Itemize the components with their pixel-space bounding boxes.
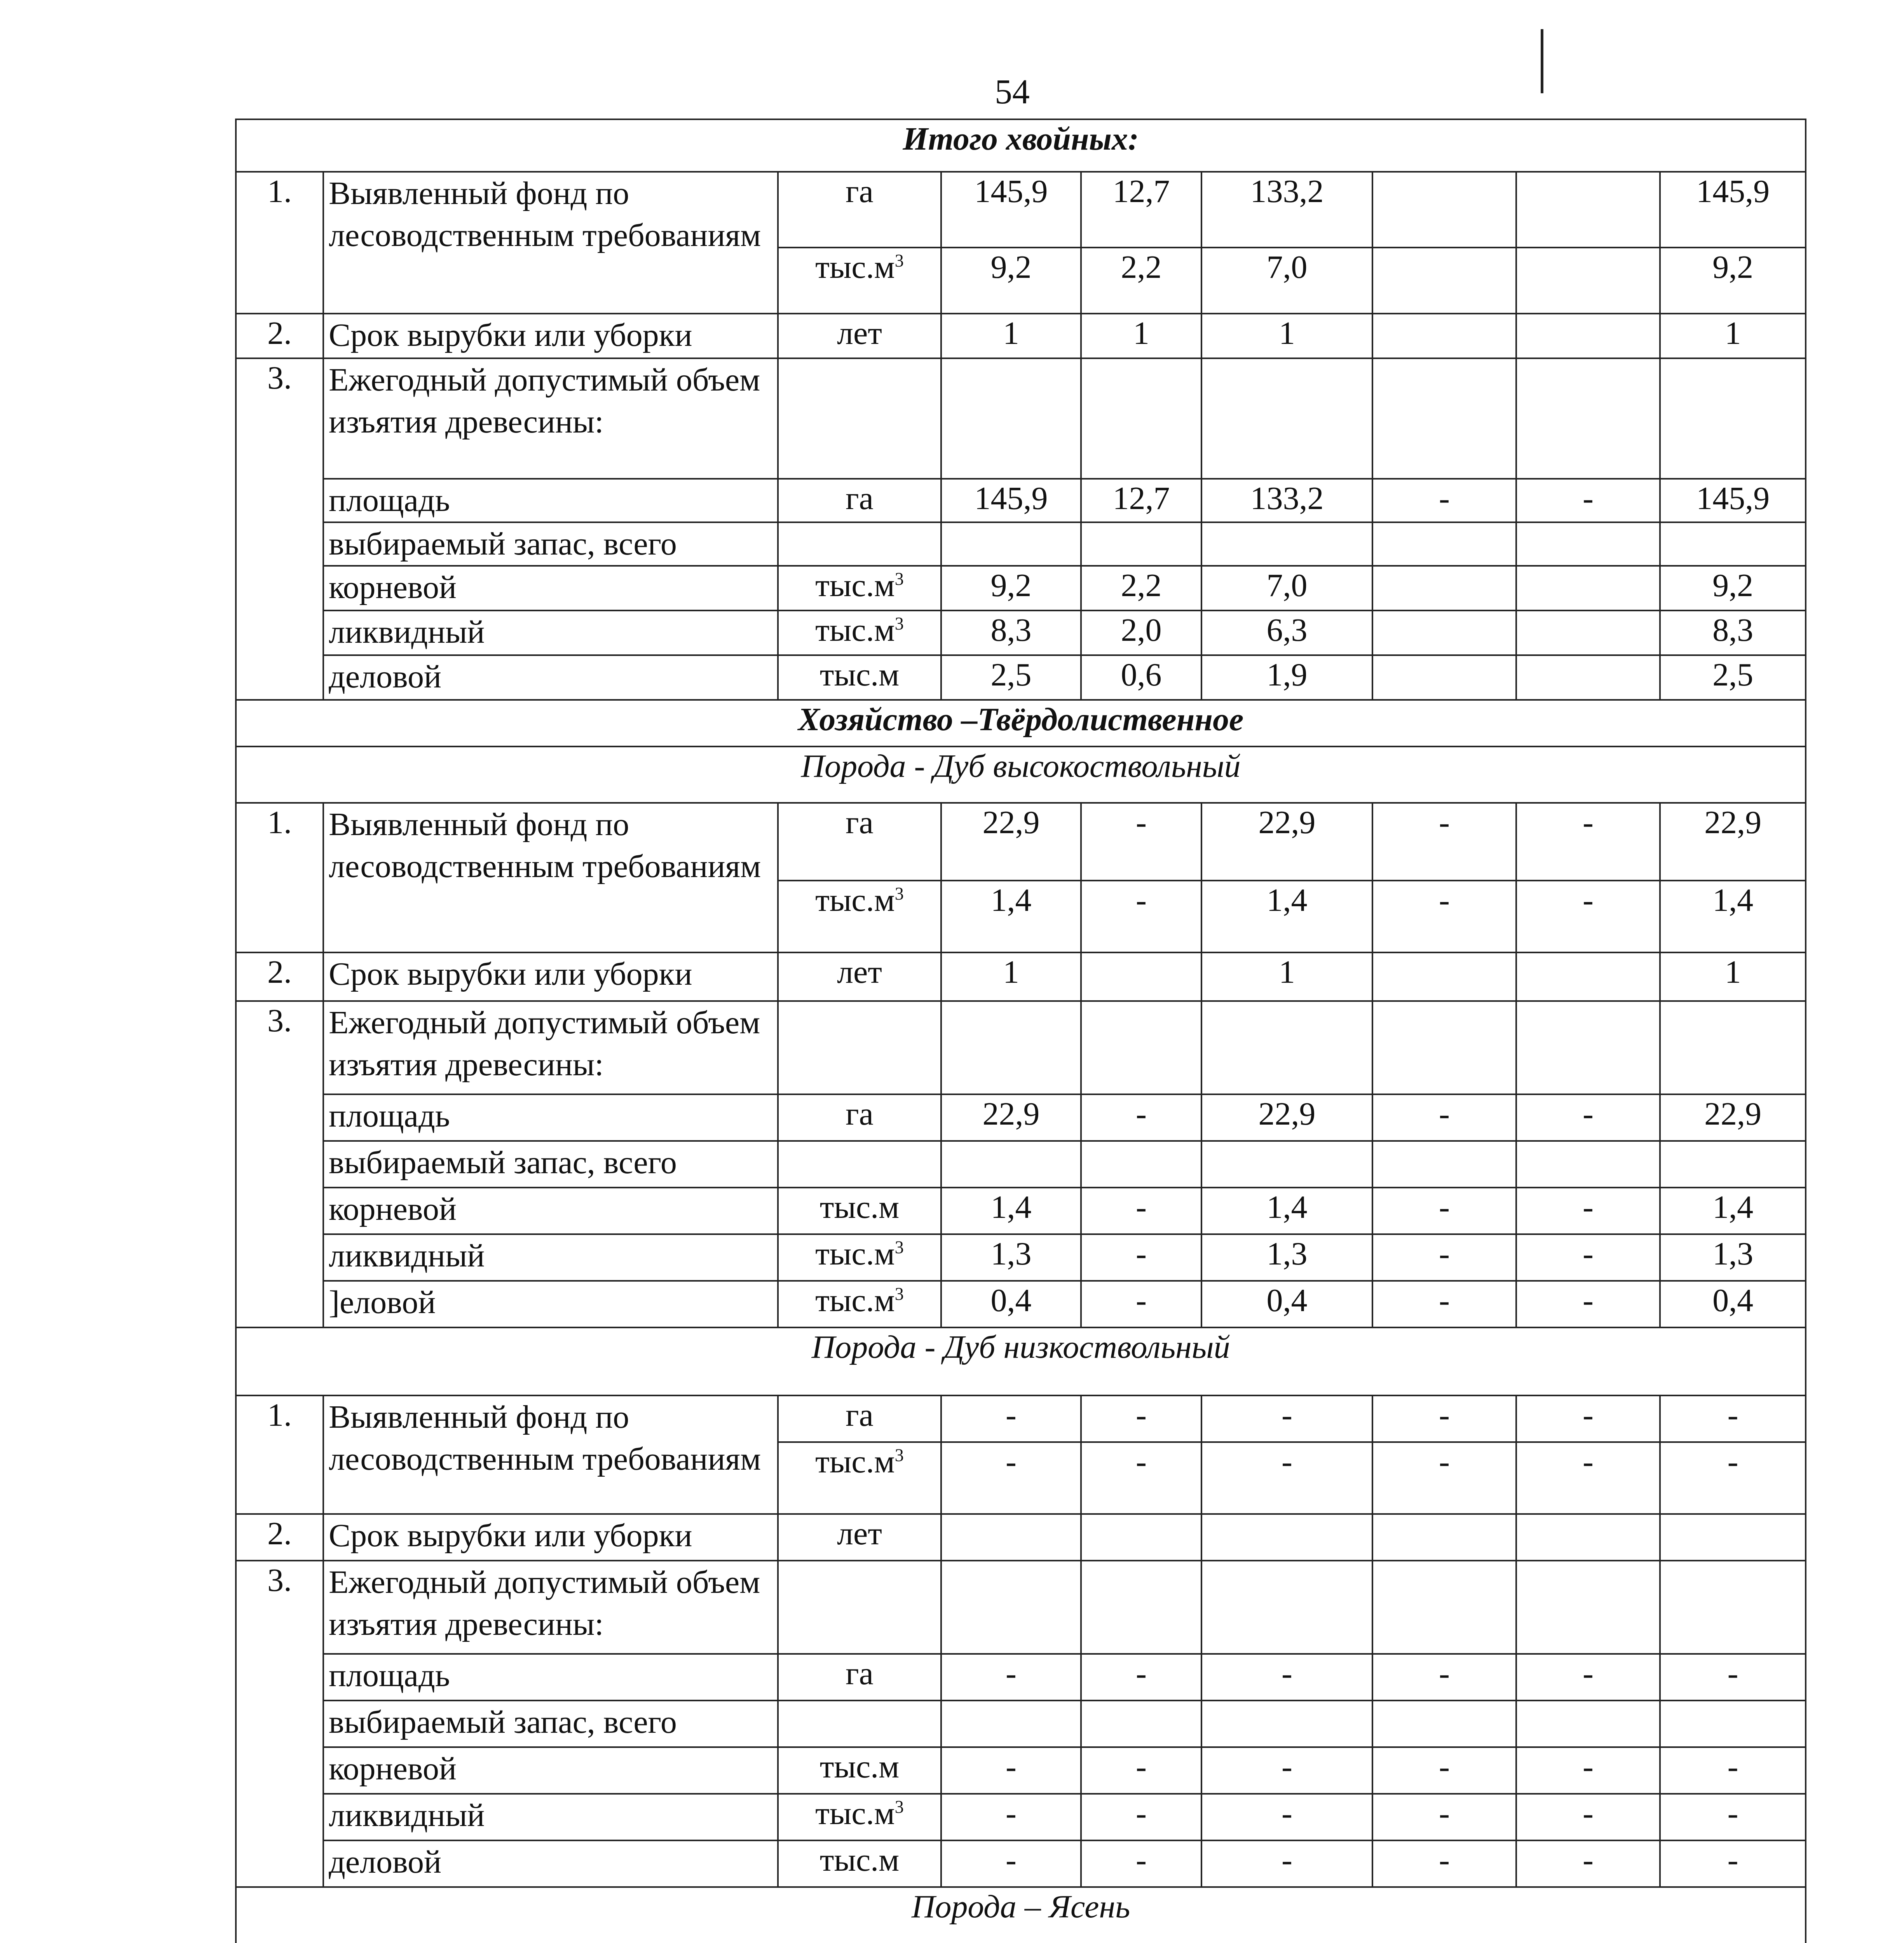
value-cell xyxy=(1372,655,1516,700)
value-cell: - xyxy=(1201,1395,1372,1442)
value-cell xyxy=(1516,566,1660,610)
unit-cell xyxy=(778,881,941,952)
unit-superscript: 3 xyxy=(894,1284,904,1304)
value-cell xyxy=(1516,1561,1660,1654)
value-cell: 2,0 xyxy=(1081,610,1201,655)
value-cell: 9,2 xyxy=(941,248,1081,314)
value-cell: - xyxy=(1081,1654,1201,1701)
value-cell xyxy=(941,1701,1081,1747)
value-cell xyxy=(1516,655,1660,700)
value-cell: - xyxy=(1201,1442,1372,1514)
value-cell: - xyxy=(1081,1188,1201,1234)
unit-cell xyxy=(778,1561,941,1654)
value-cell: 22,9 xyxy=(1201,803,1372,881)
row-label: Выявленный фонд по лесоводственным требованиям xyxy=(323,172,778,314)
value-cell: 22,9 xyxy=(1660,803,1806,881)
value-cell: - xyxy=(941,1395,1081,1442)
unit-cell xyxy=(778,1001,941,1094)
row-number: 3. xyxy=(236,1001,323,1327)
unit-superscript: 3 xyxy=(894,569,904,589)
row-label: Ежегодный допустимый объем изъятия древесины: xyxy=(323,358,778,479)
row-label: ]еловой xyxy=(323,1281,778,1327)
unit-cell xyxy=(778,1747,941,1794)
value-cell: - xyxy=(941,1654,1081,1701)
value-cell: - xyxy=(1516,1747,1660,1794)
value-cell: 1,4 xyxy=(941,881,1081,952)
value-cell xyxy=(1372,1141,1516,1188)
value-cell xyxy=(1372,1514,1516,1561)
value-cell xyxy=(1660,1141,1806,1188)
value-cell: 7,0 xyxy=(1201,248,1372,314)
unit-cell xyxy=(778,1094,941,1141)
value-cell: - xyxy=(1201,1654,1372,1701)
value-cell: 1,3 xyxy=(1660,1234,1806,1281)
row-label: выбираемый запас, всего xyxy=(323,1701,778,1747)
value-cell: - xyxy=(941,1442,1081,1514)
unit-label: га xyxy=(846,480,874,516)
value-cell: - xyxy=(941,1794,1081,1840)
value-cell xyxy=(1201,358,1372,479)
value-cell: - xyxy=(1660,1747,1806,1794)
value-cell: 1,4 xyxy=(1201,881,1372,952)
value-cell xyxy=(1516,1141,1660,1188)
unit-cell xyxy=(778,522,941,566)
row-number: 2. xyxy=(236,952,323,1001)
value-cell: 0,4 xyxy=(941,1281,1081,1327)
row-label: ликвидный xyxy=(323,1794,778,1840)
value-cell: 1 xyxy=(941,952,1081,1001)
section-title: Хозяйство –Твёрдолиственное xyxy=(236,700,1806,747)
row-number: 1. xyxy=(236,1395,323,1514)
value-cell: - xyxy=(1201,1747,1372,1794)
row-label: Срок вырубки или уборки xyxy=(323,314,778,358)
value-cell xyxy=(941,1514,1081,1561)
value-cell: - xyxy=(1516,1794,1660,1840)
row-number: 1. xyxy=(236,172,323,314)
value-cell xyxy=(1372,610,1516,655)
row-label: площадь xyxy=(323,1094,778,1141)
value-cell: - xyxy=(1372,1281,1516,1327)
value-cell xyxy=(1201,1514,1372,1561)
value-cell xyxy=(941,1001,1081,1094)
unit-cell xyxy=(778,1442,941,1514)
value-cell: 8,3 xyxy=(1660,610,1806,655)
unit-label: тыс.м xyxy=(815,882,895,918)
value-cell: - xyxy=(1081,1442,1201,1514)
value-cell: - xyxy=(1516,1094,1660,1141)
unit-cell xyxy=(778,1701,941,1747)
section-title: Порода - Дуб низкоствольный xyxy=(236,1327,1806,1395)
unit-label: лет xyxy=(837,1516,882,1552)
value-cell: 9,2 xyxy=(941,566,1081,610)
page-number: 54 xyxy=(995,73,1030,111)
value-cell: - xyxy=(1516,1654,1660,1701)
row-number: 3. xyxy=(236,1561,323,1887)
value-cell: - xyxy=(1516,881,1660,952)
value-cell: - xyxy=(1081,803,1201,881)
value-cell: - xyxy=(1372,803,1516,881)
value-cell: - xyxy=(1516,479,1660,522)
value-cell: 1,9 xyxy=(1201,655,1372,700)
value-cell xyxy=(1081,952,1201,1001)
value-cell: - xyxy=(1081,1094,1201,1141)
unit-label: тыс.м xyxy=(815,1444,895,1480)
unit-cell xyxy=(778,803,941,881)
unit-cell xyxy=(778,358,941,479)
value-cell xyxy=(941,358,1081,479)
value-cell: 12,7 xyxy=(1081,172,1201,248)
value-cell: 22,9 xyxy=(941,803,1081,881)
value-cell xyxy=(1660,358,1806,479)
value-cell: - xyxy=(1372,1234,1516,1281)
value-cell: 0,6 xyxy=(1081,655,1201,700)
row-label: деловой xyxy=(323,655,778,700)
unit-label: га xyxy=(846,173,874,209)
unit-label: га xyxy=(846,1096,874,1132)
row-label: площадь xyxy=(323,479,778,522)
value-cell: 22,9 xyxy=(941,1094,1081,1141)
value-cell: 1 xyxy=(1660,314,1806,358)
value-cell xyxy=(1516,1001,1660,1094)
value-cell xyxy=(1372,314,1516,358)
value-cell xyxy=(1081,1561,1201,1654)
value-cell xyxy=(1660,1001,1806,1094)
value-cell: - xyxy=(941,1747,1081,1794)
value-cell xyxy=(1372,1561,1516,1654)
value-cell: - xyxy=(1372,1794,1516,1840)
value-cell: 1,4 xyxy=(1201,1188,1372,1234)
unit-label: лет xyxy=(837,954,882,990)
value-cell: 0,4 xyxy=(1201,1281,1372,1327)
value-cell: - xyxy=(1516,1188,1660,1234)
value-cell: 22,9 xyxy=(1660,1094,1806,1141)
section-title: Порода – Ясень xyxy=(236,1887,1806,1943)
value-cell: - xyxy=(1081,1395,1201,1442)
value-cell xyxy=(1201,1701,1372,1747)
section-title: Порода - Дуб высокоствольный xyxy=(236,747,1806,803)
unit-cell xyxy=(778,1654,941,1701)
value-cell xyxy=(941,1561,1081,1654)
value-cell xyxy=(1081,1001,1201,1094)
value-cell: 2,5 xyxy=(1660,655,1806,700)
value-cell: - xyxy=(1660,1442,1806,1514)
row-label: площадь xyxy=(323,1654,778,1701)
value-cell: - xyxy=(1660,1654,1806,1701)
unit-label: лет xyxy=(837,315,882,351)
value-cell: - xyxy=(1372,1840,1516,1887)
value-cell: - xyxy=(1516,1840,1660,1887)
unit-superscript: 3 xyxy=(894,1445,904,1465)
row-label: Срок вырубки или уборки xyxy=(323,1514,778,1561)
value-cell xyxy=(1372,1001,1516,1094)
value-cell xyxy=(1516,522,1660,566)
value-cell: - xyxy=(941,1840,1081,1887)
value-cell: 1 xyxy=(1201,314,1372,358)
value-cell: 2,2 xyxy=(1081,566,1201,610)
unit-label: тыс.м xyxy=(819,1749,900,1785)
unit-label: тыс.м xyxy=(815,249,895,285)
value-cell xyxy=(1201,1561,1372,1654)
value-cell xyxy=(1516,610,1660,655)
value-cell xyxy=(1081,1141,1201,1188)
value-cell: 1,3 xyxy=(1201,1234,1372,1281)
value-cell xyxy=(1516,172,1660,248)
unit-label: тыс.м xyxy=(815,1795,895,1831)
value-cell: - xyxy=(1201,1794,1372,1840)
value-cell: 9,2 xyxy=(1660,248,1806,314)
unit-label: тыс.м xyxy=(815,567,895,603)
value-cell xyxy=(1516,1701,1660,1747)
value-cell: - xyxy=(1372,1747,1516,1794)
value-cell: 6,3 xyxy=(1201,610,1372,655)
unit-label: тыс.м xyxy=(815,1236,895,1272)
value-cell: - xyxy=(1516,1234,1660,1281)
value-cell xyxy=(1372,952,1516,1001)
value-cell xyxy=(1372,522,1516,566)
row-label: ликвидный xyxy=(323,610,778,655)
value-cell xyxy=(1081,1514,1201,1561)
value-cell: 1,4 xyxy=(1660,881,1806,952)
value-cell: - xyxy=(1372,1654,1516,1701)
value-cell: - xyxy=(1372,1442,1516,1514)
unit-superscript: 3 xyxy=(894,1237,904,1257)
value-cell xyxy=(1660,1701,1806,1747)
unit-superscript: 3 xyxy=(894,884,904,903)
unit-cell xyxy=(778,1141,941,1188)
value-cell: 7,0 xyxy=(1201,566,1372,610)
value-cell xyxy=(941,1141,1081,1188)
value-cell: 2,2 xyxy=(1081,248,1201,314)
value-cell xyxy=(1372,172,1516,248)
value-cell: - xyxy=(1081,1840,1201,1887)
unit-cell xyxy=(778,314,941,358)
row-label: Ежегодный допустимый объем изъятия древесины: xyxy=(323,1561,778,1654)
value-cell xyxy=(1081,358,1201,479)
value-cell xyxy=(1660,1561,1806,1654)
value-cell: 133,2 xyxy=(1201,479,1372,522)
value-cell xyxy=(1081,522,1201,566)
unit-cell xyxy=(778,655,941,700)
unit-label: га xyxy=(846,804,874,841)
value-cell: - xyxy=(1516,1442,1660,1514)
value-cell: - xyxy=(1660,1840,1806,1887)
row-label: выбираемый запас, всего xyxy=(323,1141,778,1188)
value-cell: - xyxy=(1516,1395,1660,1442)
unit-label: тыс.м xyxy=(819,1842,900,1878)
row-label: Выявленный фонд по лесоводственным требованиям xyxy=(323,803,778,952)
value-cell: 8,3 xyxy=(941,610,1081,655)
value-cell: - xyxy=(1081,1281,1201,1327)
value-cell: 9,2 xyxy=(1660,566,1806,610)
value-cell: 1,3 xyxy=(941,1234,1081,1281)
margin-line xyxy=(1541,29,1543,93)
value-cell: 1 xyxy=(1201,952,1372,1001)
value-cell xyxy=(1372,248,1516,314)
value-cell xyxy=(1081,1701,1201,1747)
row-label: корневой xyxy=(323,1747,778,1794)
value-cell: 1,4 xyxy=(941,1188,1081,1234)
value-cell: 133,2 xyxy=(1201,172,1372,248)
value-cell xyxy=(1201,1141,1372,1188)
unit-cell xyxy=(778,1188,941,1234)
row-label: корневой xyxy=(323,1188,778,1234)
unit-superscript: 3 xyxy=(894,614,904,633)
value-cell: 22,9 xyxy=(1201,1094,1372,1141)
value-cell xyxy=(1660,1514,1806,1561)
value-cell xyxy=(1516,314,1660,358)
unit-cell xyxy=(778,610,941,655)
unit-cell xyxy=(778,172,941,248)
unit-label: га xyxy=(846,1655,874,1692)
value-cell xyxy=(1201,1001,1372,1094)
section-title: Итого хвойных: xyxy=(236,119,1806,172)
value-cell xyxy=(1372,1701,1516,1747)
value-cell: - xyxy=(1081,1794,1201,1840)
value-cell: - xyxy=(1201,1840,1372,1887)
value-cell: - xyxy=(1372,1395,1516,1442)
row-label: Выявленный фонд по лесоводственным требованиям xyxy=(323,1395,778,1514)
unit-label: тыс.м xyxy=(819,657,900,693)
unit-cell xyxy=(778,1514,941,1561)
unit-cell xyxy=(778,1281,941,1327)
value-cell: 12,7 xyxy=(1081,479,1201,522)
unit-label: га xyxy=(846,1397,874,1433)
value-cell: - xyxy=(1660,1794,1806,1840)
value-cell: - xyxy=(1372,1188,1516,1234)
value-cell xyxy=(941,522,1081,566)
value-cell: 0,4 xyxy=(1660,1281,1806,1327)
value-cell: - xyxy=(1081,1234,1201,1281)
row-label: Ежегодный допустимый объем изъятия древесины: xyxy=(323,1001,778,1094)
row-number: 2. xyxy=(236,314,323,358)
row-label: деловой xyxy=(323,1840,778,1887)
value-cell: 145,9 xyxy=(1660,479,1806,522)
value-cell: 145,9 xyxy=(941,479,1081,522)
unit-cell xyxy=(778,1395,941,1442)
row-number: 2. xyxy=(236,1514,323,1561)
row-label: корневой xyxy=(323,566,778,610)
unit-cell xyxy=(778,479,941,522)
unit-cell xyxy=(778,566,941,610)
value-cell: 1 xyxy=(1660,952,1806,1001)
unit-cell xyxy=(778,1840,941,1887)
value-cell: - xyxy=(1372,479,1516,522)
allowable-cut-table xyxy=(235,119,1806,1943)
value-cell xyxy=(1201,522,1372,566)
value-cell: 145,9 xyxy=(1660,172,1806,248)
value-cell: - xyxy=(1372,1094,1516,1141)
value-cell: - xyxy=(1516,1281,1660,1327)
unit-label: тыс.м xyxy=(815,1282,895,1319)
value-cell: - xyxy=(1081,881,1201,952)
unit-cell xyxy=(778,1234,941,1281)
value-cell xyxy=(1516,1514,1660,1561)
value-cell xyxy=(1372,566,1516,610)
value-cell: - xyxy=(1081,1747,1201,1794)
value-cell: - xyxy=(1516,803,1660,881)
value-cell: 2,5 xyxy=(941,655,1081,700)
value-cell xyxy=(1660,522,1806,566)
unit-label: тыс.м xyxy=(815,612,895,648)
value-cell: 1,4 xyxy=(1660,1188,1806,1234)
row-label: Срок вырубки или уборки xyxy=(323,952,778,1001)
unit-cell xyxy=(778,952,941,1001)
row-label: выбираемый запас, всего xyxy=(323,522,778,566)
row-number: 3. xyxy=(236,358,323,700)
value-cell xyxy=(1516,952,1660,1001)
value-cell: - xyxy=(1372,881,1516,952)
row-number: 1. xyxy=(236,803,323,952)
value-cell xyxy=(1516,358,1660,479)
unit-label: тыс.м xyxy=(819,1189,900,1225)
unit-cell xyxy=(778,1794,941,1840)
value-cell: 145,9 xyxy=(941,172,1081,248)
unit-cell xyxy=(778,248,941,314)
row-label: ликвидный xyxy=(323,1234,778,1281)
value-cell xyxy=(1372,358,1516,479)
value-cell xyxy=(1516,248,1660,314)
value-cell: 1 xyxy=(941,314,1081,358)
value-cell: - xyxy=(1660,1395,1806,1442)
value-cell: 1 xyxy=(1081,314,1201,358)
unit-superscript: 3 xyxy=(894,251,904,270)
unit-superscript: 3 xyxy=(894,1797,904,1817)
